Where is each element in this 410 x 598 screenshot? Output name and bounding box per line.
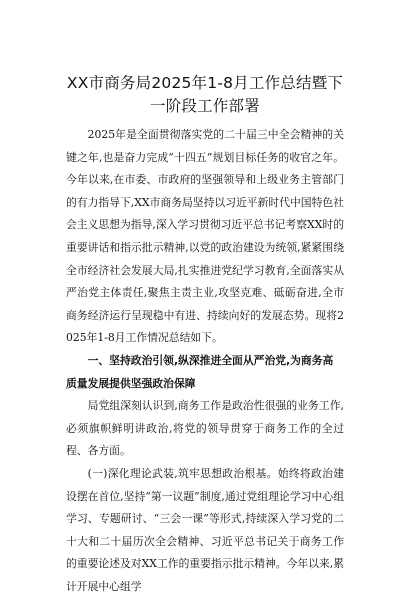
intro-paragraph: 2025年是全面贯彻落实党的二十届三中全会精神的关键之年,也是奋力完成“十四五”规划目标任务的收官之年。今年以来,在市委、市政府的坚强领导和上级业务主管部门的有力指导下,XX市商务局坚持以习近平新时代中国特色社会主义思想为指导,深入学习贯彻习近平总书记考察XX时的重要讲话和指示批示精神,以党的政治建设为统领,紧紧围绕全市经济社会发展大局,扎实推进党纪学习教育,全面落实从严治党主体责任,聚焦主责主业,攻坚克难、砥砺奋进,全市商务经济运行呈现稳中有进、持续向好的发展态势。现将2025年1-8月工作情况总结如下。 [66,128,344,345]
body-paragraph: (一)深化理论武装,筑牢思想政治根基。始终将政治建设摆在首位,坚持“第一议题”制度,通过党组理论学习中心组学习、专题研讨、“三会一课”等形式,持续深入学习党的二十大和二十届历次全会精神、习近平总书记关于商务工作的重要论述及对XX工作的重要指示批示精神。今年以来,累计开展中心组学 [66,466,344,593]
document-title: XX市商务局2025年1-8月工作总结暨下一阶段工作部署 [66,74,344,115]
section-heading: 一、坚持政治引领,纵深推进全面从严治党,为商务高质量发展提供坚强政治保障 [66,353,334,390]
body-paragraph: 局党组深刻认识到,商务工作是政治性很强的业务工作,必须旗帜鲜明讲政治,将党的领导贯穿于商务工作的全过程、各方面。 [66,399,344,458]
